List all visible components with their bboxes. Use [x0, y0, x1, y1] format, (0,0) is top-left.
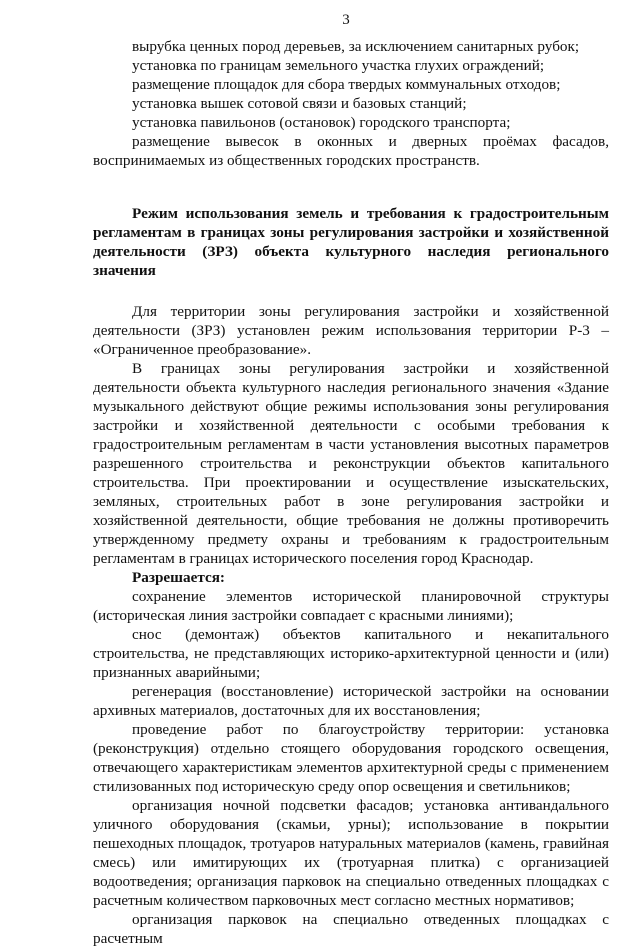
list-item: организация парковок на специально отведенных площадках с расчетным: [93, 911, 609, 947]
list-item: сохранение элементов исторической планировочной структуры (историческая линия застройки совпадает с красными линиями);: [93, 588, 609, 624]
list-item: установка вышек сотовой связи и базовых станций;: [132, 95, 467, 112]
list-item: снос (демонтаж) объектов капитального и некапитального строительства, не представляющих историко-архитектурной ценности и (или) признанных аварийными;: [93, 626, 609, 681]
paragraph: В границах зоны регулирования застройки и хозяйственной деятельности объекта культурного наследия регионального значения «Здание музыкального действуют общие режимы использования зоны регулирования застройки и хозяйственной деятельности с особыми требования к градостроительным регламентам в части установления высотных параметров разрешенного строительства и реконструкции объектов капитального строительства. При проектировании и осуществление изыскательских, земляных, строительных работ в зоне регулирования застройки и хозяйственной деятельности, общие требования не должны противоречить утвержденному предмету охраны и требованиям к градостроительным регламентам в границах исторического поселения город Краснодар.: [93, 360, 609, 567]
list-item: установка павильонов (остановок) городского транспорта;: [132, 114, 511, 131]
paragraph: Для территории зоны регулирования застройки и хозяйственной деятельности (ЗРЗ) установлен режим использования территории Р-3 – «Ограниченное преобразование».: [93, 303, 609, 358]
list-item: вырубка ценных пород деревьев, за исключением санитарных рубок;: [132, 38, 580, 55]
allowed-heading: Разрешается:: [132, 569, 225, 586]
list-item: размещение площадок для сбора твердых коммунальных отходов;: [132, 76, 561, 93]
list-item: установка по границам земельного участка глухих ограждений;: [132, 57, 545, 74]
section-heading: Режим использования земель и требования к градостроительным регламентам в границах зоны регулирования застройки и хозяйственной деятельности (ЗРЗ) объекта культурного наследия регионального значения: [93, 205, 609, 279]
list-item: регенерация (восстановление) исторической застройки на основании архивных материалов, достаточных для их восстановления;: [93, 683, 609, 719]
list-item: проведение работ по благоустройству территории: установка (реконструкция) отдельно стоящего оборудования городского освещения, отвечающего характеристикам элементов архитектурной среды с применением стилизованных под историческую среду опор освещения и светильников;: [93, 721, 609, 795]
list-item: организация ночной подсветки фасадов; установка антивандального уличного оборудования (скамьи, урны); использование в покрытии пешеходных площадок, тротуаров натуральных материалов (камень, гравийная смесь) или имитирующих их (тротуарная плитка) с организацией водоотведения; организация парковок на специально отведенных площадках с расчетным количеством парковочных мест согласно местных нормативов;: [93, 797, 609, 909]
page-number: 3: [342, 12, 350, 28]
prohibited-list: [93, 37, 609, 170]
allowed-list: [93, 587, 609, 948]
list-item: размещение вывесок в оконных и дверных проёмах фасадов, воспринимаемых из общественных городских пространств.: [93, 133, 609, 169]
